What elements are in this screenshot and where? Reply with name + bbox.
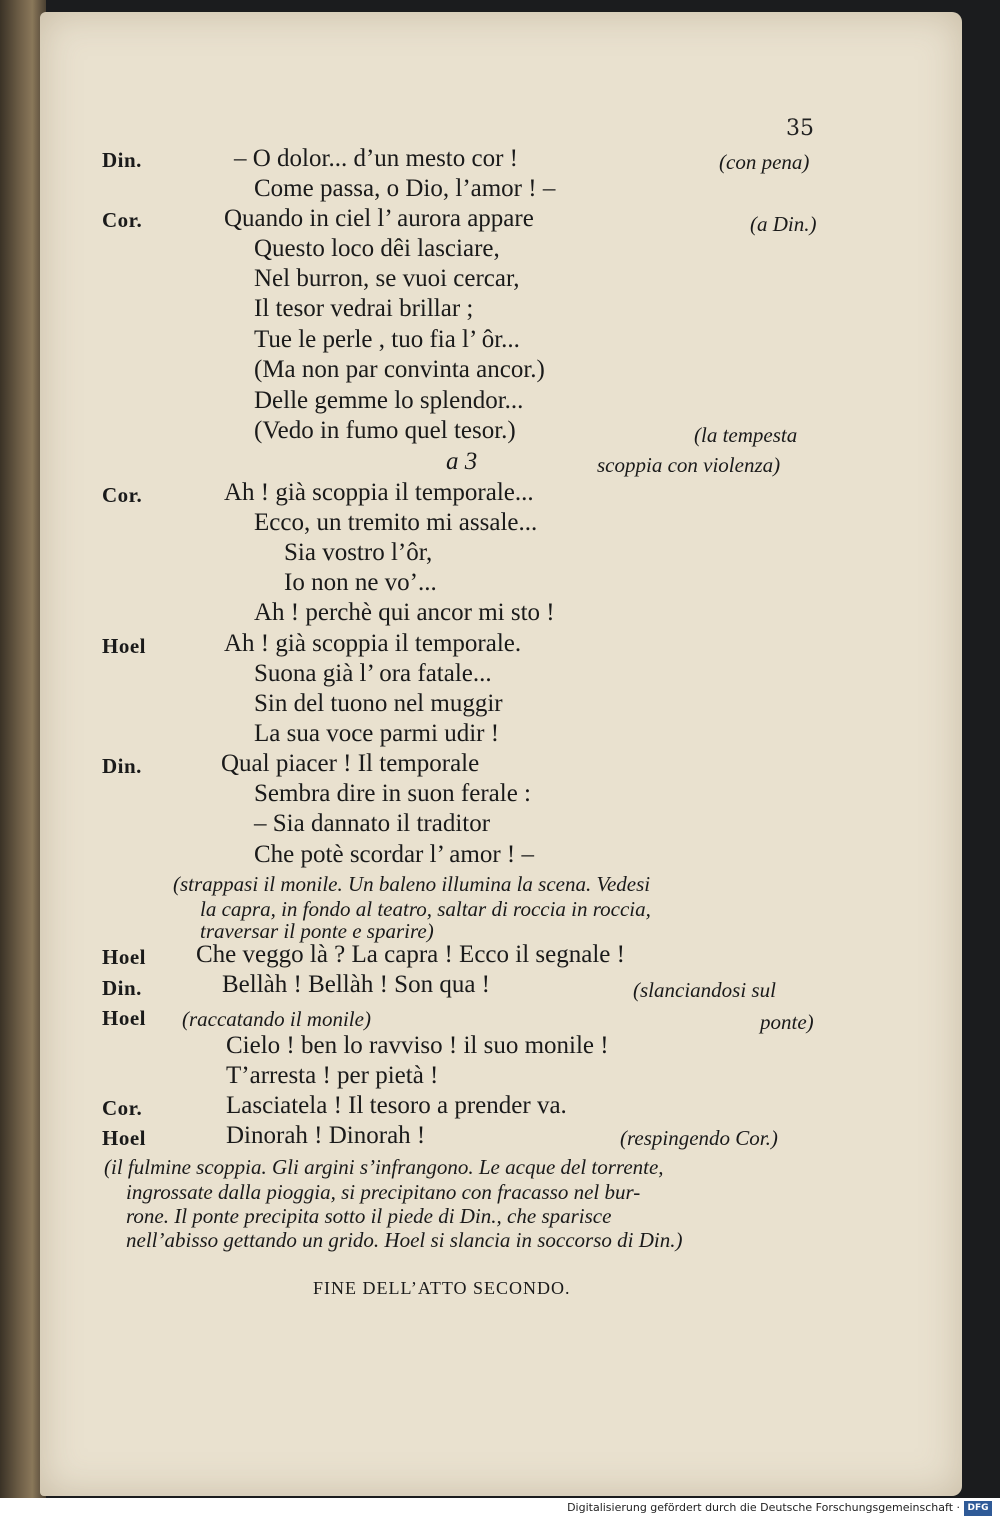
page-number: 35: [786, 116, 814, 141]
verse-line: Quando in ciel l’ aurora appare: [224, 205, 534, 232]
verse-line: Io non ne vo’...: [284, 569, 437, 596]
stage-direction: ingrossate dalla pioggia, si precipitano con fracasso nel bur-: [126, 1180, 641, 1204]
verse-line: Nel burron, se vuoi cercar,: [254, 265, 520, 292]
verse-line: Sembra dire in suon ferale :: [254, 780, 531, 807]
verse-line: – Sia dannato il traditor: [254, 810, 491, 837]
verse-line: Ah ! già scoppia il temporale.: [224, 630, 522, 657]
stage-direction: rone. Il ponte precipita sotto il piede di Din., che sparisce: [126, 1204, 612, 1228]
speaker-label: Hoel: [102, 1126, 146, 1150]
verse-line: Il tesor vedrai brillar ;: [254, 295, 474, 322]
stage-direction: (con pena): [719, 150, 810, 174]
verse-line: Delle gemme lo splendor...: [254, 387, 524, 414]
stage-direction: (a Din.): [750, 212, 817, 236]
stage-direction: (la tempesta: [694, 423, 798, 447]
stage-direction: scoppia con violenza): [597, 453, 781, 477]
verse-line: Cielo ! ben lo ravviso ! il suo monile !: [226, 1032, 609, 1059]
verse-line: Tue le perle , tuo fia l’ ôr...: [254, 326, 520, 353]
verse-line: Ecco, un tremito mi assale...: [254, 509, 538, 536]
verse-line: – O dolor... d’un mesto cor !: [234, 145, 518, 172]
verse-line: Ah ! perchè qui ancor mi sto !: [254, 599, 555, 626]
speaker-label: Din.: [102, 754, 142, 778]
verse-line: (Vedo in fumo quel tesor.): [254, 417, 516, 444]
stage-direction: (il fulmine scoppia. Gli argini s’infrangono. Le acque del torrente,: [104, 1155, 664, 1179]
stage-direction: traversar il ponte e sparire): [200, 919, 434, 943]
verse-line: Lasciatela ! Il tesoro a prender va.: [226, 1092, 567, 1119]
digitization-footer: [0, 1498, 1000, 1520]
verse-line: Ah ! già scoppia il temporale...: [224, 479, 534, 506]
stage-direction: la capra, in fondo al teatro, saltar di roccia in roccia,: [200, 897, 651, 921]
verse-line: Sin del tuono nel muggir: [254, 690, 503, 717]
act-end-title: FINE DELL’ATTO SECONDO.: [313, 1278, 571, 1298]
verse-line: (Ma non par convinta ancor.): [254, 356, 545, 383]
speaker-label: Hoel: [102, 945, 146, 969]
verse-line: Sia vostro l’ôr,: [284, 539, 433, 566]
stage-direction: (slanciandosi sul: [633, 978, 776, 1002]
speaker-label: Cor.: [102, 483, 143, 507]
ensemble-marker: a 3: [446, 448, 478, 475]
book-page: [40, 12, 962, 1496]
verse-line: Questo loco dêi lasciare,: [254, 235, 500, 262]
footer-credit: Digitalisierung gefördert durch die Deutsche Forschungsgemeinschaft ·: [567, 1501, 960, 1514]
stage-direction: (raccatando il monile): [182, 1007, 371, 1031]
verse-line: T’arresta ! per pietà !: [226, 1062, 439, 1089]
verse-line: La sua voce parmi udir !: [254, 720, 500, 747]
verse-line: Che veggo là ? La capra ! Ecco il segnale !: [196, 941, 625, 968]
stage-direction: ponte): [760, 1010, 814, 1034]
speaker-label: Cor.: [102, 1096, 143, 1120]
speaker-label: Din.: [102, 148, 142, 172]
speaker-label: Cor.: [102, 208, 143, 232]
verse-line: Dinorah ! Dinorah !: [226, 1122, 426, 1149]
verse-line: Come passa, o Dio, l’amor ! –: [254, 175, 556, 202]
stage-direction: (strappasi il monile. Un baleno illumina la scena. Vedesi: [173, 872, 651, 896]
verse-line: Qual piacer ! Il temporale: [221, 750, 480, 777]
stage-direction: nell’abisso gettando un grido. Hoel si slancia in soccorso di Din.): [126, 1228, 683, 1252]
verse-line: Suona già l’ ora fatale...: [254, 660, 492, 687]
speaker-label: Hoel: [102, 634, 146, 658]
dfg-logo-icon: DFG: [964, 1501, 992, 1516]
speaker-label: Hoel: [102, 1006, 146, 1030]
speaker-label: Din.: [102, 976, 142, 1000]
verse-line: Che potè scordar l’ amor ! –: [254, 841, 534, 868]
verse-line: Bellàh ! Bellàh ! Son qua !: [222, 971, 490, 998]
stage-direction: (respingendo Cor.): [620, 1126, 778, 1150]
